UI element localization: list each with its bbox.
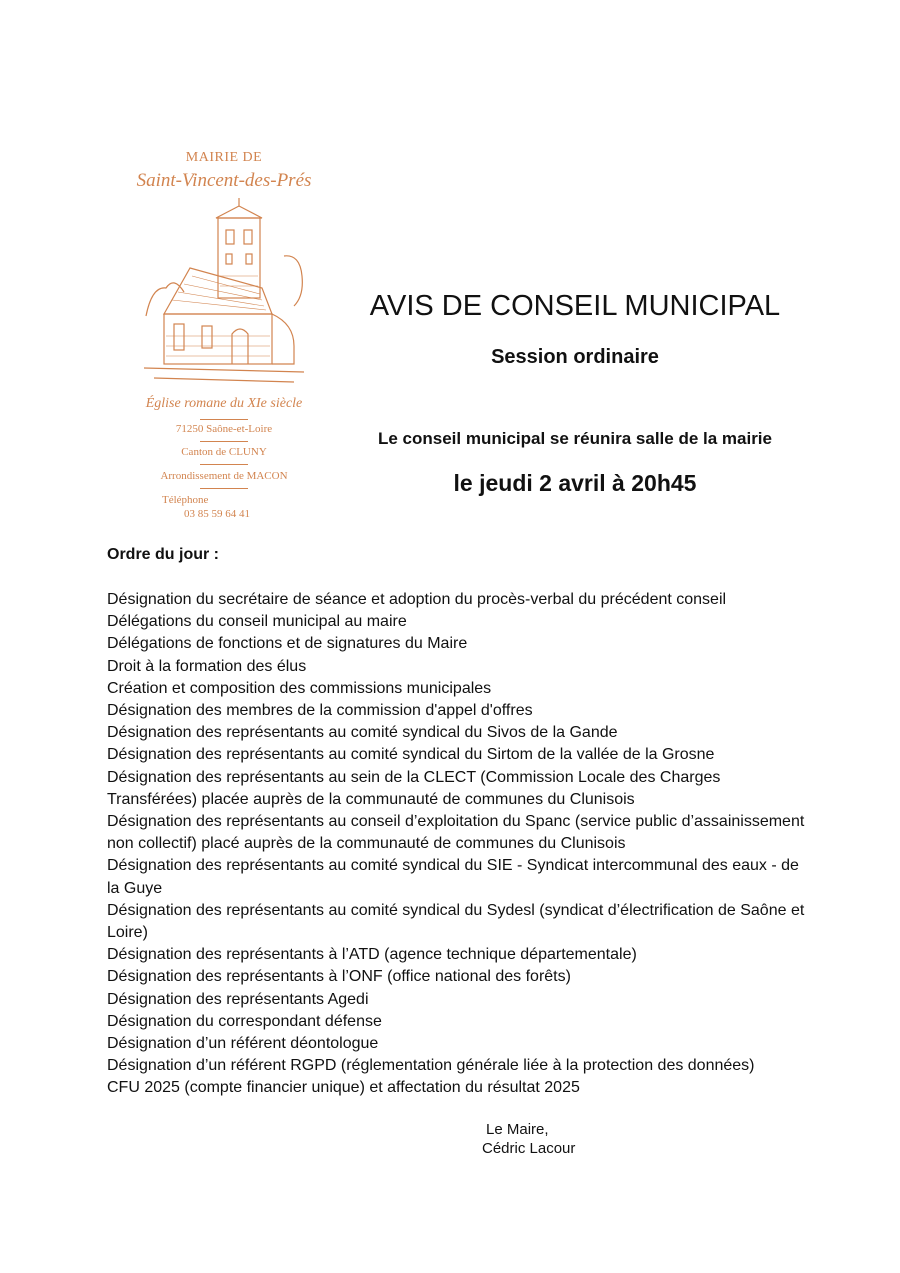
agenda-item: Désignation d’un référent déontologue: [107, 1035, 379, 1053]
agenda-item: Désignation d’un référent RGPD (réglementation générale liée à la protection des données): [107, 1057, 755, 1075]
mairie-logo: [104, 148, 344, 528]
logo-divider: [200, 441, 248, 442]
agenda-item: CFU 2025 (compte financier unique) et affectation du résultat 2025: [107, 1079, 580, 1097]
agenda-item: Désignation des représentants à l’ONF (office national des forêts): [107, 968, 571, 986]
logo-mairie-label: MAIRIE DE: [185, 150, 263, 165]
agenda-item: Droit à la formation des élus: [107, 657, 307, 675]
agenda-item: Désignation des représentants au comité syndical du Sirtom de la vallée de la Grosne: [107, 746, 715, 764]
meeting-date: le jeudi 2 avril à 20h45: [453, 470, 697, 496]
logo-divider: [200, 488, 248, 489]
agenda-item: Délégations de fonctions et de signatures du Maire: [107, 635, 468, 653]
agenda-item: Désignation des représentants au comité syndical du Sivos de la Gande: [107, 724, 618, 742]
agenda-item: Création et composition des commissions municipales: [107, 679, 492, 697]
logo-divider: [200, 464, 248, 465]
agenda-item: Délégations du conseil municipal au maire: [107, 613, 407, 631]
logo-telephone-label: Téléphone: [162, 494, 209, 506]
session-type: Session ordinaire: [491, 346, 659, 368]
agenda-title: Ordre du jour :: [107, 546, 219, 563]
page-title: AVIS DE CONSEIL MUNICIPAL: [369, 290, 781, 322]
logo-eglise-caption: Église romane du XIe siècle: [145, 396, 303, 411]
agenda-item: Désignation des représentants au comité syndical du Sydesl (syndicat d’électrification de Saône et Loire): [107, 901, 805, 942]
agenda-item: Désignation des représentants au conseil d’exploitation du Spanc (service public d’assainissement non collectif) placé auprès de la communauté de communes du Clunisois: [107, 813, 805, 853]
logo-canton: Canton de CLUNY: [181, 446, 267, 458]
signature-name: Cédric Lacour: [482, 1140, 576, 1157]
logo-town-name: Saint-Vincent-des-Prés: [136, 170, 312, 191]
signature-role: Le Maire,: [486, 1121, 549, 1138]
agenda-item: Désignation du correspondant défense: [107, 1012, 382, 1030]
agenda-item: Désignation des représentants Agedi: [107, 990, 369, 1008]
meeting-location: Le conseil municipal se réunira salle de la mairie: [377, 429, 772, 448]
agenda-item: Désignation des représentants au comité syndical du SIE - Syndicat intercommunal des eaux - de la Guye: [107, 857, 799, 897]
agenda-item: Désignation du secrétaire de séance et adoption du procès-verbal du précédent conseil: [107, 591, 727, 608]
logo-divider: [200, 419, 248, 420]
logo-postal: 71250 Saône-et-Loire: [175, 423, 273, 435]
agenda-item: Désignation des représentants à l’ATD (agence technique départementale): [107, 946, 637, 964]
agenda-item: Désignation des représentants au sein de la CLECT (Commission Locale des Charges Transférées) placée auprès de la communauté de communes du Clunisois: [107, 768, 721, 808]
agenda-item: Désignation des membres de la commission d'appel d'offres: [107, 702, 533, 720]
logo-arrondissement: Arrondissement de MACON: [160, 470, 288, 482]
agenda-list: [107, 589, 807, 1100]
logo-telephone-number: 03 85 59 64 41: [184, 508, 250, 520]
church-illustration: [144, 196, 304, 391]
